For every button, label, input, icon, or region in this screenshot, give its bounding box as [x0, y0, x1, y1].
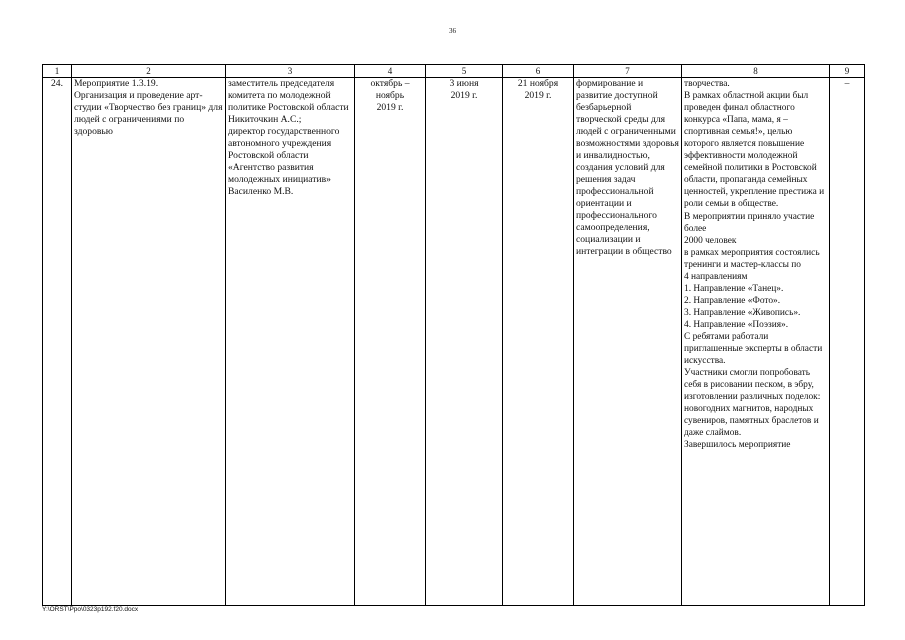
- start-date-cell: 3 июня 2019 г.: [426, 78, 503, 606]
- end-date-cell: 21 ноября 2019 г.: [503, 78, 574, 606]
- note-cell: –: [830, 78, 865, 606]
- column-number: 9: [830, 65, 865, 78]
- responsible-cell: заместитель председателя комитета по молодежной политике Ростовской области Никиточкин А.С.; директор государственного автономного учреждения Ростовской области «Агентство развития молодежных инициатив» Василенко М.В.: [226, 78, 355, 606]
- column-number: 1: [43, 65, 72, 78]
- page-number: 36: [449, 27, 456, 35]
- file-path-footer: Y:\ORST\Ppo\0323p192.f20.docx: [42, 606, 139, 613]
- column-number: 6: [503, 65, 574, 78]
- planned-period-cell: октябрь – ноябрь 2019 г.: [355, 78, 426, 606]
- column-number: 8: [682, 65, 830, 78]
- column-number-row: [43, 65, 865, 78]
- column-number: 2: [72, 65, 226, 78]
- report-table: [42, 64, 865, 606]
- actual-result-cell: творчества. В рамках областной акции был проведен финал областного конкурса «Папа, мама, я – спортивная семья!», целью которого является повышение эффективности молодежной семейной политики в Ростовской области, пропаганда семейных ценностей, укрепление престижа и роли семьи в обществе. В мероприятии приняло участие более 2000 человек в рамках мероприятия состоялись тренинги и мастер-классы по 4 направлениям 1. Направление «Танец». 2. Направление «Фото». 3. Направление «Живопись». 4. Направление «Поэзия». С ребятами работали приглашенные эксперты в области искусства. Участники смогли попробовать себя в рисовании песком, в эбру, изготовлении различных поделок: новогодних магнитов, народных сувениров, памятных браслетов и даже слаймов. Завершилось мероприятие: [682, 78, 830, 606]
- column-number: 5: [426, 65, 503, 78]
- column-number: 4: [355, 65, 426, 78]
- table-row: [43, 78, 865, 606]
- expected-result-cell: формирование и развитие доступной безбарьерной творческой среды для людей с ограниченными возможностями здоровья и инвалидностью, создания условий для решения задач профессиональной ориентации и профессионального самоопределения, социализации и интеграции в общество: [574, 78, 682, 606]
- row-number-cell: 24.: [43, 78, 72, 606]
- event-name-cell: Мероприятие 1.3.19. Организация и проведение арт-студии «Творчество без границ» для людей с ограничениями по здоровью: [72, 78, 226, 606]
- column-number: 3: [226, 65, 355, 78]
- column-number: 7: [574, 65, 682, 78]
